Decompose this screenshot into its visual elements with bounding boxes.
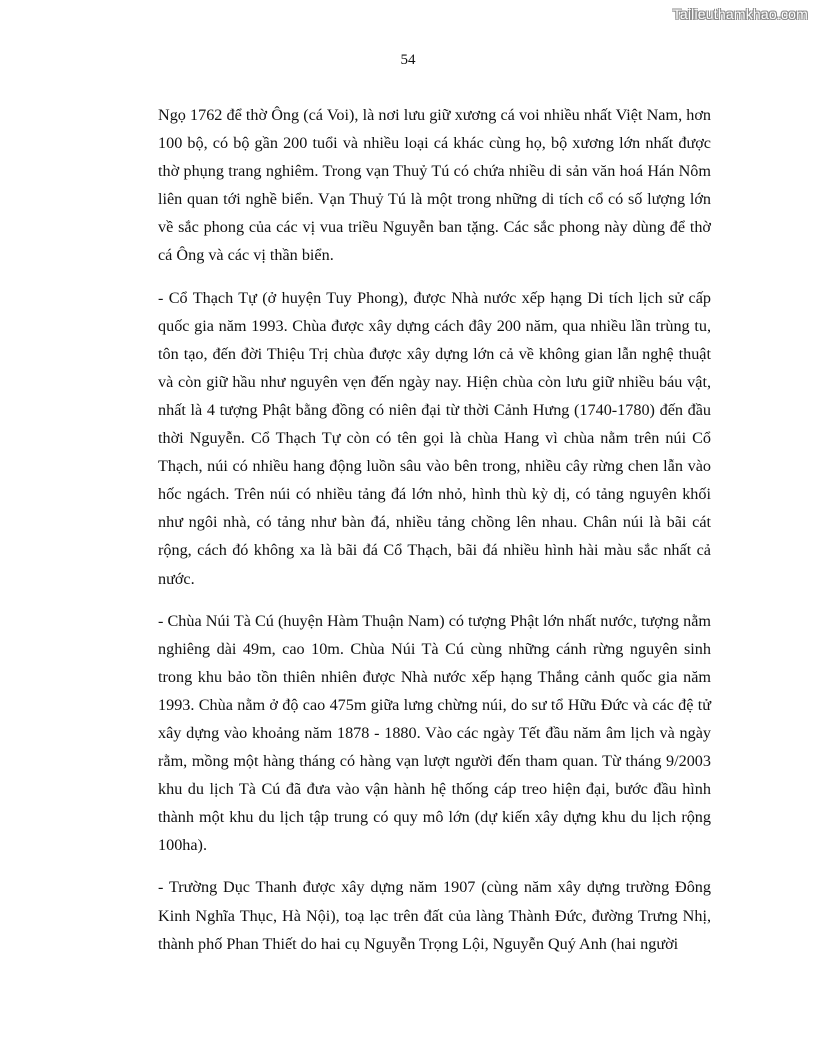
paragraph-truong-duc-thanh: - Trường Dục Thanh được xây dựng năm 1907 (cùng năm xây dựng trường Đông Kinh Nghĩa Thục, Hà Nội), toạ lạc trên đất của làng Thành Đức, đường Trưng Nhị, thành phố Phan Thiết do hai cụ Nguyễn Trọng Lội, Nguyễn Quý Anh (hai người: [158, 878, 711, 953]
paragraph-chua-nui-ta-cu: - Chùa Núi Tà Cú (huyện Hàm Thuận Nam) có tượng Phật lớn nhất nước, tượng nằm nghiêng dài 49m, cao 10m. Chùa Núi Tà Cú cùng những cánh rừng nguyên sinh trong khu bảo tồn thiên nhiên được Nhà nước xếp hạng Thắng cảnh quốc gia năm 1993. Chùa nằm ở độ cao 475m giữa lưng chừng núi, do sư tổ Hữu Đức và các đệ tử xây dựng vào khoảng năm 1878 - 1880. Vào các ngày Tết đầu năm âm lịch và ngày rằm, mồng một hàng tháng có hàng vạn lượt người đến tham quan. Từ tháng 9/2003 khu du lịch Tà Cú đã đưa vào vận hành hệ thống cáp treo hiện đại, bước đầu hình thành một khu du lịch tập trung có quy mô lớn (dự kiến xây dựng khu du lịch rộng 100ha).: [158, 611, 711, 855]
page-number: 54: [400, 52, 416, 68]
document-body: [158, 101, 711, 972]
watermark: Tailieuthamkhao.com: [672, 6, 808, 22]
paragraph-co-thach-tu: - Cổ Thạch Tự (ở huyện Tuy Phong), được Nhà nước xếp hạng Di tích lịch sử cấp quốc gia năm 1993. Chùa được xây dựng cách đây 200 năm, qua nhiều lần trùng tu, tôn tạo, đến đời Thiệu Trị chùa được xây dựng lớn cả về không gian lẫn nghệ thuật và còn giữ hầu như nguyên vẹn đến ngày nay. Hiện chùa còn lưu giữ nhiều báu vật, nhất là 4 tượng Phật bằng đồng có niên đại từ thời Cảnh Hưng (1740-1780) đến đầu thời Nguyễn. Cổ Thạch Tự còn có tên gọi là chùa Hang vì chùa nằm trên núi Cổ Thạch, núi có nhiều hang động luồn sâu vào bên trong, nhiều cây rừng chen lẫn vào hốc ngách. Trên núi có nhiều tảng đá lớn nhỏ, hình thù kỳ dị, có tảng nguyên khối như ngôi nhà, có tảng như bàn đá, nhiều tảng chồng lên nhau. Chân núi là bãi cát rộng, cách đó không xa là bãi đá Cổ Thạch, bãi đá nhiều hình hài màu sắc nhất cả nước.: [158, 288, 711, 588]
paragraph-van-thuy-tu: Ngọ 1762 để thờ Ông (cá Voi), là nơi lưu giữ xương cá voi nhiều nhất Việt Nam, hơn 100 bộ, có bộ gần 200 tuổi và nhiều loại cá khác cùng họ, bộ xương lớn nhất được thờ phụng trang nghiêm. Trong vạn Thuỷ Tú có chứa nhiều di sản văn hoá Hán Nôm liên quan tới nghề biển. Vạn Thuỷ Tú là một trong những di tích cổ có số lượng lớn về sắc phong của các vị vua triều Nguyễn ban tặng. Các sắc phong này dùng để thờ cá Ông và các vị thần biển.: [158, 106, 711, 265]
